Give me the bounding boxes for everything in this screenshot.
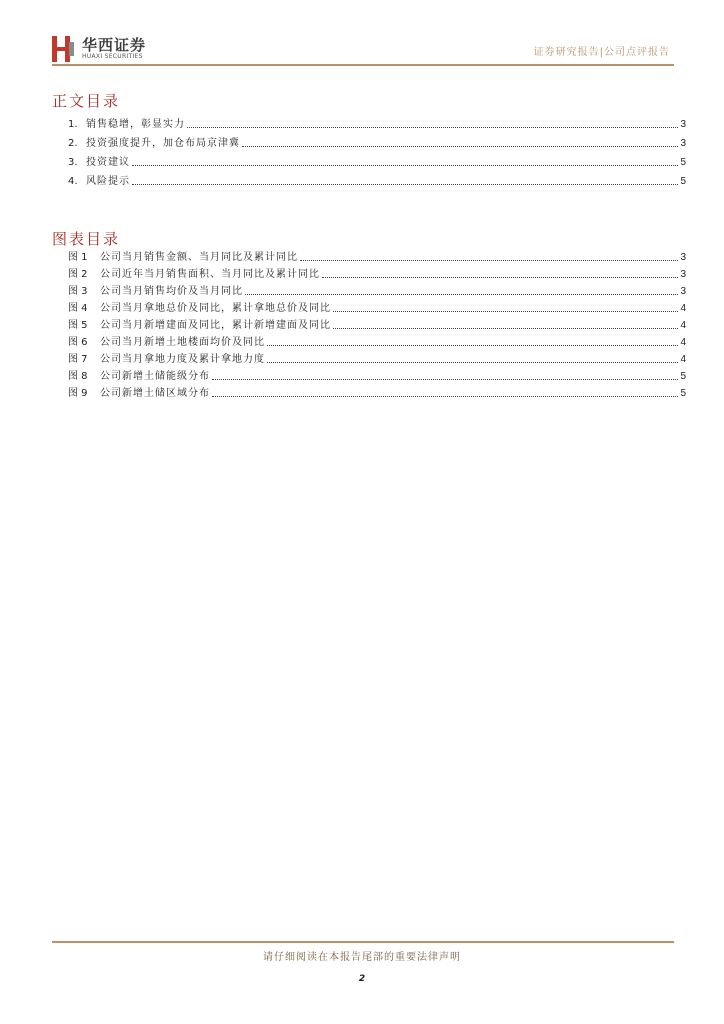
toc-entry-label: 投资建议 [86, 157, 130, 168]
toc-entry[interactable] [52, 131, 686, 150]
toc-entry-label: 公司当月销售金额、当月同比及累计同比 [100, 252, 298, 263]
page-number: 2 [358, 974, 366, 984]
toc-entry-label: 投资强度提升，加仓布局京津冀 [86, 138, 240, 149]
toc-entry-label: 公司当月销售均价及当月同比 [100, 286, 243, 297]
header-divider [52, 64, 674, 66]
toc-entry-page: 4 [680, 337, 686, 348]
toc-entry-label: 公司当月拿地总价及同比，累计拿地总价及同比 [100, 303, 331, 314]
toc-entry-page: 5 [680, 176, 686, 187]
toc-leader-dots [212, 378, 678, 380]
toc-entry-page: 3 [680, 252, 686, 263]
huaxi-logo-icon [52, 36, 74, 62]
toc-entry-label: 公司新增土储区域分布 [100, 388, 210, 399]
toc-entry-page: 3 [680, 138, 686, 149]
toc-entry-number: 图 3 [68, 286, 88, 297]
toc-entry[interactable] [52, 169, 686, 188]
logo-text-en: HUAXI SECURITIES [82, 53, 143, 60]
toc-leader-dots [267, 344, 678, 346]
toc-leader-dots [322, 276, 678, 278]
toc-entry[interactable] [52, 247, 686, 264]
toc-main-title: 正文目录 [52, 92, 121, 110]
toc-leader-dots [132, 183, 678, 185]
toc-entry-label: 公司近年当月销售面积、当月同比及累计同比 [100, 269, 320, 280]
toc-entry-label: 销售稳增，彰显实力 [86, 119, 185, 130]
toc-entry-number: 2. [68, 138, 78, 149]
toc-entry[interactable] [52, 332, 686, 349]
legal-notice: 请仔细阅读在本报告尾部的重要法律声明 [263, 952, 461, 963]
toc-entry-number: 图 4 [68, 303, 88, 314]
toc-entry-number: 4. [68, 176, 78, 187]
toc-entry[interactable] [52, 281, 686, 298]
toc-entry-number: 图 6 [68, 337, 88, 348]
toc-entry-number: 图 2 [68, 269, 88, 280]
toc-leader-dots [245, 293, 678, 295]
toc-entry[interactable] [52, 298, 686, 315]
toc-entry-page: 4 [680, 303, 686, 314]
toc-leader-dots [333, 310, 678, 312]
toc-leader-dots [187, 126, 678, 128]
toc-entry[interactable] [52, 264, 686, 281]
toc-leader-dots [333, 327, 678, 329]
toc-entry-page: 5 [680, 388, 686, 399]
report-type-label: 证券研究报告|公司点评报告 [533, 47, 670, 58]
toc-entry-label: 风险提示 [86, 176, 130, 187]
toc-entry[interactable] [52, 349, 686, 366]
toc-leader-dots [267, 361, 678, 363]
toc-entry[interactable] [52, 315, 686, 332]
toc-entry-label: 公司当月新增土地楼面均价及同比 [100, 337, 265, 348]
toc-entry-number: 图 7 [68, 354, 88, 365]
toc-entry-number: 图 9 [68, 388, 88, 399]
page-header [52, 30, 674, 66]
toc-entry-page: 3 [680, 286, 686, 297]
toc-entry-page: 4 [680, 354, 686, 365]
toc-entry-label: 公司当月拿地力度及累计拿地力度 [100, 354, 265, 365]
toc-entry-label: 公司当月新增建面及同比，累计新增建面及同比 [100, 320, 331, 331]
toc-entry-page: 4 [680, 320, 686, 331]
toc-entry[interactable] [52, 112, 686, 131]
footer-divider [52, 941, 674, 943]
toc-entry-number: 图 5 [68, 320, 88, 331]
toc-leader-dots [242, 145, 678, 147]
toc-leader-dots [132, 164, 678, 166]
toc-leader-dots [300, 259, 678, 261]
toc-entry-number: 图 1 [68, 252, 88, 263]
toc-entry-page: 5 [680, 371, 686, 382]
toc-entry-page: 5 [680, 157, 686, 168]
toc-figures-title: 图表目录 [52, 230, 121, 248]
toc-entry[interactable] [52, 383, 686, 400]
toc-leader-dots [212, 395, 678, 397]
toc-entry-number: 1. [68, 119, 78, 130]
logo-text-cn: 华西证券 [82, 36, 147, 54]
toc-entry-number: 图 8 [68, 371, 88, 382]
toc-entry[interactable] [52, 366, 686, 383]
toc-main-list [52, 112, 686, 188]
toc-entry-page: 3 [680, 269, 686, 280]
toc-entry[interactable] [52, 150, 686, 169]
toc-entry-page: 3 [680, 119, 686, 130]
toc-entry-label: 公司新增土储能级分布 [100, 371, 210, 382]
toc-figures-list [52, 247, 686, 400]
toc-entry-number: 3. [68, 157, 78, 168]
